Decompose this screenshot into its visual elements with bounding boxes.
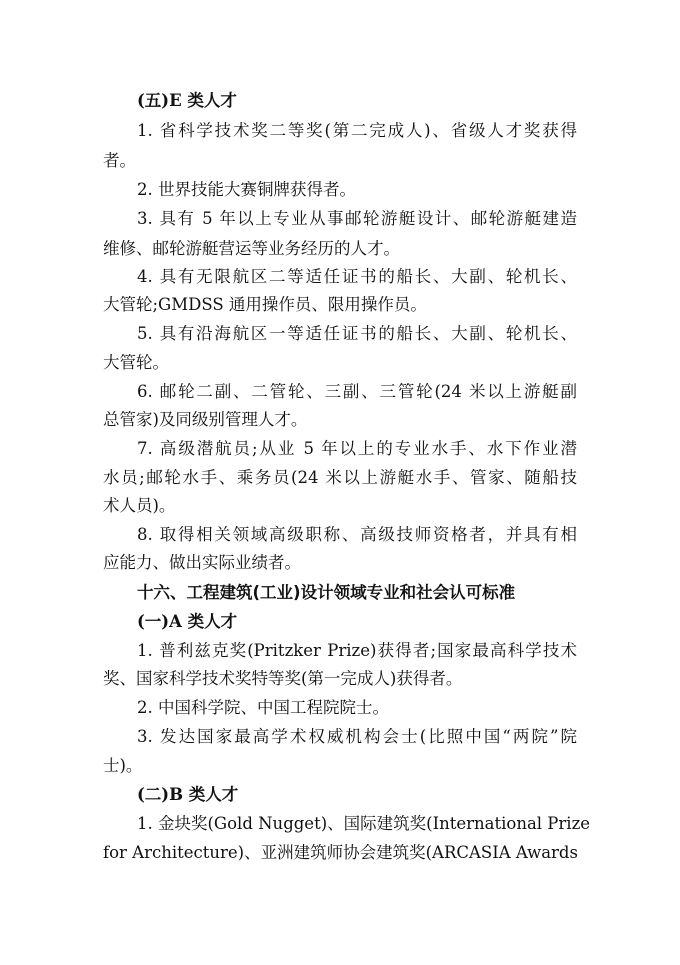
paragraph-line: 士)。 — [103, 756, 143, 775]
paragraph-line: 8. 取得相关领域高级职称、高级技师资格者，并具有相 — [137, 525, 577, 544]
paragraph-line: 3. 发达国家最高学术权威机构会士(比照中国“两院”院 — [137, 727, 577, 746]
paragraph-line: 7. 高级潜航员;从业 5 年以上的专业水手、水下作业潜 — [137, 439, 577, 458]
paragraph-line: 应能力、做出实际业绩者。 — [103, 553, 301, 572]
subsection-heading-e: (五)E 类人才 — [137, 91, 237, 110]
paragraph-line: 4. 具有无限航区二等适任证书的船长、大副、轮机长、 — [137, 267, 577, 286]
paragraph-line: 大管轮。 — [103, 353, 169, 372]
paragraph-line: 6. 邮轮二副、二管轮、三副、三管轮(24 米以上游艇副 — [137, 382, 577, 401]
paragraph-line: 总管家)及同级别管理人才。 — [103, 410, 308, 429]
paragraph-line: 3. 具有 5 年以上专业从事邮轮游艇设计、邮轮游艇建造 — [137, 209, 577, 228]
paragraph-line: 者。 — [103, 151, 136, 170]
section-title: 十六、工程建筑(工业)设计领域专业和社会认可标准 — [137, 583, 516, 602]
paragraph-line: 术人员)。 — [103, 496, 176, 515]
paragraph-line: 大管轮;GMDSS 通用操作员、限用操作员。 — [103, 295, 427, 314]
paragraph-line: 1. 省科学技术奖二等奖(第二完成人)、省级人才奖获得 — [137, 121, 577, 140]
paragraph-line: for Architecture)、亚洲建筑师协会建筑奖(ARCASIA Awards — [103, 843, 578, 862]
paragraph-line: 2. 中国科学院、中国工程院院士。 — [137, 698, 389, 717]
subsection-heading-a: (一)A 类人才 — [137, 612, 238, 631]
paragraph-line: 5. 具有沿海航区一等适任证书的船长、大副、轮机长、 — [137, 324, 577, 343]
subsection-heading-b: (二)B 类人才 — [137, 785, 239, 804]
paragraph-line: 2. 世界技能大赛铜牌获得者。 — [137, 180, 356, 199]
paragraph-line: 1. 金块奖(Gold Nugget)、国际建筑奖(International Prize — [137, 814, 591, 833]
paragraph-line: 奖、国家科学技术奖特等奖(第一完成人)获得者。 — [103, 669, 463, 688]
paragraph-line: 水员;邮轮水手、乘务员(24 米以上游艇水手、管家、随船技 — [103, 468, 577, 487]
paragraph-line: 1. 普利兹克奖(Pritzker Prize)获得者;国家最高科学技术 — [137, 641, 577, 660]
paragraph-line: 维修、邮轮游艇营运等业务经历的人才。 — [103, 239, 400, 258]
